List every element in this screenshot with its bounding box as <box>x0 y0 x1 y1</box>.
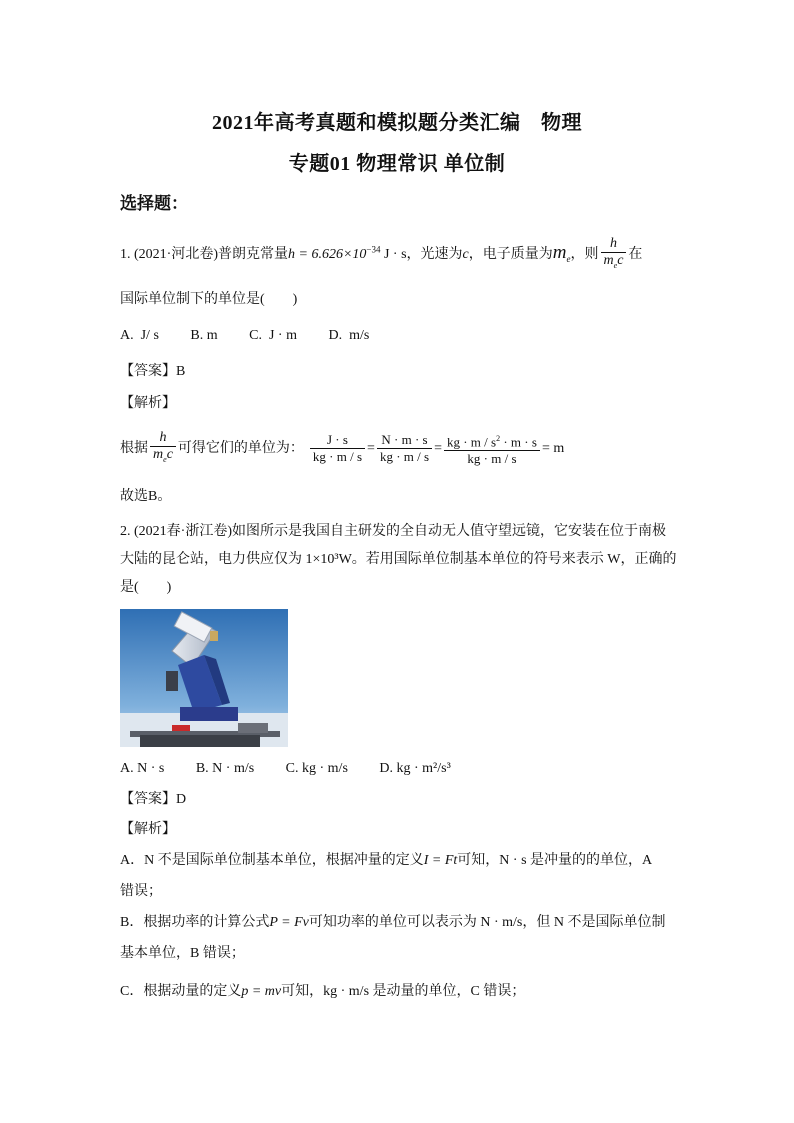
q1-h-exp: −34 <box>366 244 381 255</box>
section-heading: 选择题： <box>120 194 188 213</box>
q1-unit-frac-3: $\frac{kg \cdot m / s^2 \cdot m \cdot s}{kg \cdot m / s}$ <box>444 431 540 467</box>
q2-analysis-label: 【解析】 <box>120 822 176 837</box>
q2-line1: 2. (2021春·浙江卷)如图所示是我国自主研发的全自动无人值守望远镜，它安装在位于南极 <box>120 524 666 539</box>
q1-result: = m <box>541 441 565 457</box>
q2-option-b-line1: B．根据功率的计算公式P = Fv可知功率的单位可以表示为 N · m/s，但 N 不是国际单位制 <box>120 915 666 930</box>
q2-option-c-line1: C．根据动量的定义p = mv可知，kg · m/s 是动量的单位，C 错误； <box>120 984 526 999</box>
page-title: 2021年高考真题和模拟题分类汇编 物理 <box>212 112 582 134</box>
page-subtitle: 专题01 物理常识 单位制 <box>288 153 506 175</box>
telescope-illustration <box>120 609 288 747</box>
q1-stem-e: 在 <box>628 247 643 263</box>
q1-conclusion: 故选B。 <box>120 489 172 504</box>
q2-option-a-line1: A．N 不是国际单位制基本单位，根据冲量的定义I = Ft可知，N · s 是冲量的的单位，A <box>120 853 653 868</box>
q1-sol-a: 根据 <box>120 441 148 457</box>
q2-option-b-line2: 基本单位，B 错误； <box>120 946 245 961</box>
q2-line3: 是( ) <box>120 580 172 595</box>
q1-solution <box>120 430 564 468</box>
q1-stem-a: 1. (2021·河北卷)普朗克常量 <box>120 247 288 263</box>
q1-c-var: c <box>462 247 469 263</box>
eq-sign-1: = <box>367 441 375 457</box>
telescope-photo <box>120 609 288 747</box>
q1-stem-b: ，光速为 <box>406 247 463 263</box>
q1-sol-frac: $\frac{h}{m_ec}$ <box>150 430 176 468</box>
q1-fraction: $\frac{h}{m_ec}$ <box>601 236 627 274</box>
q2-option-a-line2: 错误； <box>120 884 162 899</box>
eq-sign-2: = <box>434 441 442 457</box>
q1-stem-c: ，电子质量为 <box>468 247 553 263</box>
q1-me-var: m <box>552 242 567 264</box>
q1-options: A. J/ s B. m C. J · m D. m/s <box>120 328 370 343</box>
q1-answer: 【答案】B <box>120 364 186 379</box>
q1-h-unit: J · s <box>380 247 407 263</box>
q1-me-sub: e <box>566 253 571 264</box>
q1-unit-frac-1: $\frac{J \cdot s}{kg \cdot m / s}$ <box>310 432 365 465</box>
q1-stem <box>120 236 642 274</box>
q1-stem-d: ，则 <box>570 247 599 263</box>
q2-line2: 大陆的昆仑站，电力供应仅为 1×10³W。若用国际单位制基本单位的符号来表示 W，正确的 <box>120 552 677 567</box>
q1-h-expr: h = 6.626×10 <box>288 247 367 263</box>
q1-unit-frac-2: $\frac{N \cdot m \cdot s}{kg \cdot m / s}$ <box>377 432 432 465</box>
q1-analysis-label: 【解析】 <box>120 396 176 411</box>
q2-answer: 【答案】D <box>120 792 187 807</box>
q1-line2: 国际单位制下的单位是( ) <box>120 292 298 307</box>
q2-options: A. N · s B. N · m/s C. kg · m/s D. kg · m²/s³ <box>120 761 451 776</box>
q1-sol-b: 可得它们的单位为： <box>177 441 304 457</box>
